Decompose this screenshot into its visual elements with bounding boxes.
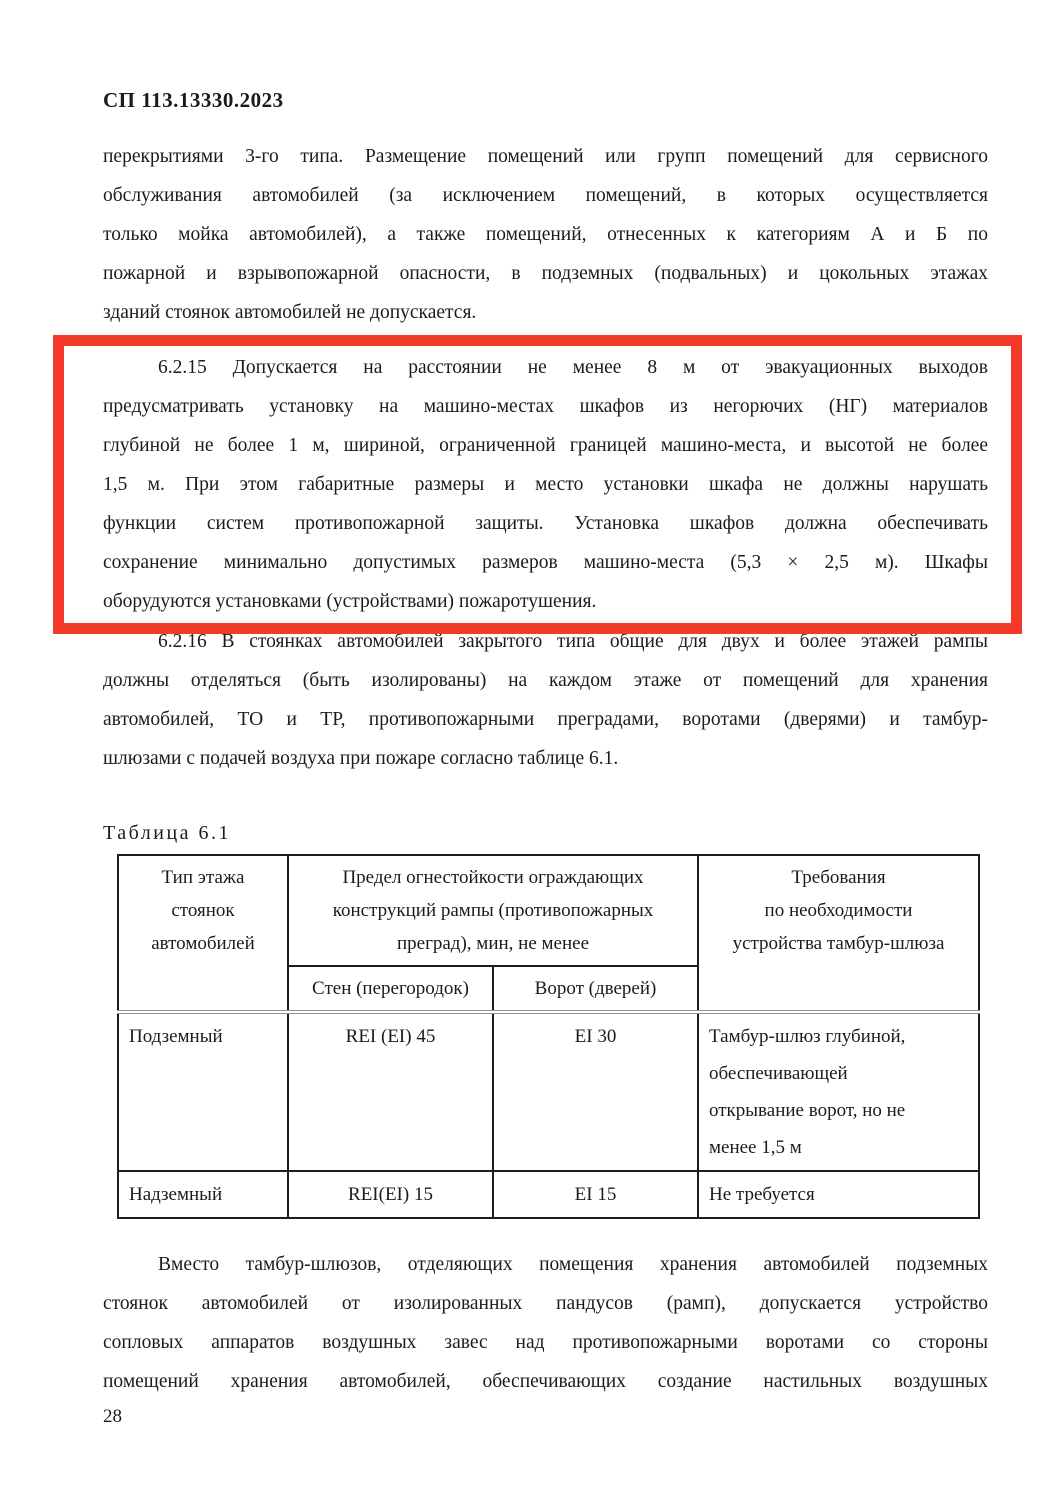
table-row-aboveground [118,1171,979,1218]
cell-gates-underground: EI 30 [493,1012,698,1171]
cell-floor-type-aboveground: Надземный [118,1171,288,1218]
table-header-floor-type: Тип этажа стоянок автомобилей [118,855,288,1012]
cell-walls-underground: REI (EI) 45 [288,1012,493,1171]
page-number: 28 [103,1406,122,1427]
table-row-underground [118,1012,979,1171]
paragraph-closing: Вместо тамбур-шлюзов, отделяющих помещения хранения автомобилей подземных стоянок автомобилей от изолированных пандусов (рамп), допускается устройство сопловых аппаратов воздушных завес над противопожарными воротами со стороны помещений хранения автомобилей, обеспечивающих создание настильных воздушных [103,1254,988,1392]
table-caption: Таблица 6.1 [103,822,232,844]
table-header-requirements: Требования по необходимости устройства тамбур-шлюза [698,855,979,1012]
page-content [103,88,988,1401]
table-subheader-walls: Стен (перегородок) [288,966,493,1012]
cell-requirement-underground: Тамбур-шлюз глубиной, обеспечивающей открывание ворот, но не менее 1,5 м [698,1012,979,1171]
table-header-row [118,855,979,966]
fire-resistance-table [117,854,980,1219]
highlight-box [53,335,1022,634]
cell-gates-aboveground: EI 15 [493,1171,698,1218]
cell-walls-aboveground: REI(EI) 15 [288,1171,493,1218]
table-subheader-gates: Ворот (дверей) [493,966,698,1012]
document-code-header: СП 113.13330.2023 [103,88,284,112]
cell-requirement-aboveground: Не требуется [698,1171,979,1218]
table-header-fire-resistance: Предел огнестойкости ограждающих конструкций рампы (противопожарных преград), мин, не менее [288,855,698,966]
cell-floor-type-underground: Подземный [118,1012,288,1171]
clause-6-2-16-paragraph: 6.2.16 В стоянках автомобилей закрытого типа общие для двух и более этажей рампы должны отделяться (быть изолированы) на каждом этаже от помещений для хранения автомобилей, ТО и ТР, противопожарными преградами, воротами (дверями) и тамбур- шлюзами с подачей воздуха при пожаре согласно таблице 6.1. [103,631,988,769]
clause-6-2-15-paragraph: 6.2.15 Допускается на расстоянии не менее 8 м от эвакуационных выходов предусматривать установку на машино-местах шкафов из негорючих (НГ) материалов глубиной не более 1 м, шириной, ограниченной границей машино-места, и высотой не более 1,5 м. При этом габаритные размеры и место установки шкафа не должны нарушать функции систем противопожарной защиты. Установка шкафов должна обеспечивать сохранение минимально допустимых размеров машино-места (5,3 × 2,5 м). Шкафы оборудуются установками (устройствами) пожаротушения. [103,357,988,612]
paragraph-intro-continuation: перекрытиями 3-го типа. Размещение помещений или групп помещений для сервисного обслуживания автомобилей (за исключением помещений, в которых осуществляется только мойка автомобилей), а также помещений, отнесенных к категориям А и Б по пожарной и взрывопожарной опасности, в подземных (подвальных) и цокольных этажах зданий стоянок автомобилей не допускается. [103,146,988,323]
